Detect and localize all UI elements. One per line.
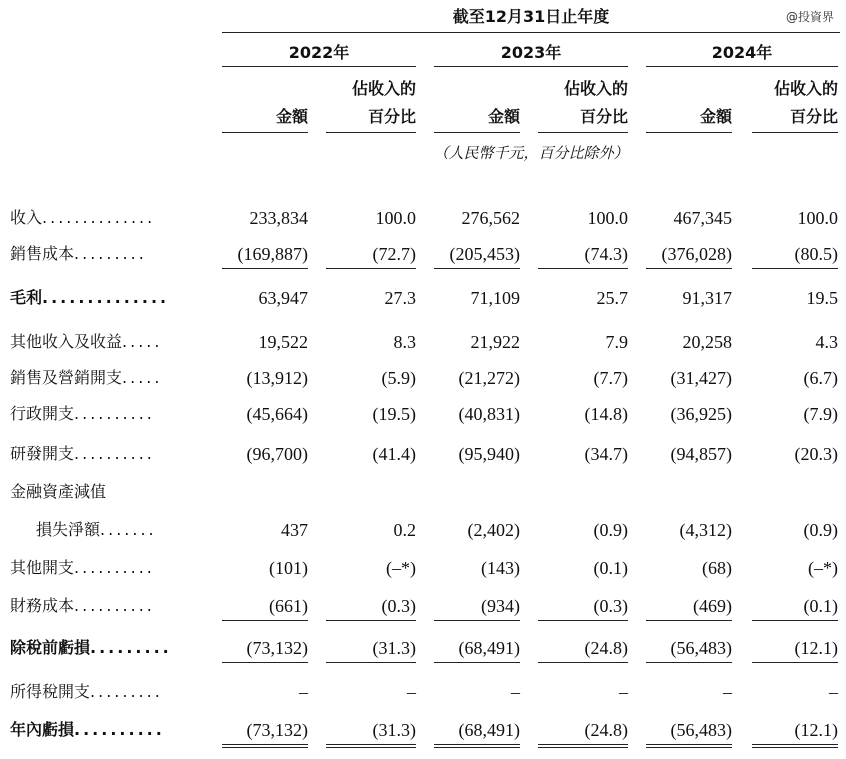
table-row — [0, 676, 846, 708]
subtotal-underline — [752, 620, 838, 621]
table-row — [0, 714, 846, 746]
total-double-underline — [752, 744, 838, 748]
percent-cell: (24.8) — [584, 720, 628, 740]
leader-dots: .......... — [74, 558, 155, 577]
percent-cell: (0.9) — [803, 520, 838, 540]
percent-cell: (19.5) — [372, 404, 416, 424]
year-2024-header: 2024年 — [711, 43, 773, 62]
row-label-text: 損失淨額 — [36, 520, 101, 539]
amount-cell: 276,562 — [461, 208, 520, 228]
percent-cell: (74.3) — [584, 244, 628, 264]
percent-cell: 8.3 — [393, 332, 416, 352]
amount-cell — [646, 480, 732, 504]
leader-dots: .......... — [74, 404, 155, 423]
row-label-text: 銷售及營銷開支 — [10, 368, 123, 387]
percent-cell: 7.9 — [605, 332, 628, 352]
amount-cell: (2,402) — [467, 520, 520, 540]
percent-cell: (0.3) — [593, 596, 628, 616]
amount-cell: (45,664) — [246, 404, 308, 424]
col-underline — [326, 132, 416, 133]
subtotal-underline — [538, 662, 628, 663]
leader-dots: ......... — [74, 244, 147, 263]
percent-cell: (0.1) — [803, 596, 838, 616]
amount-cell: (143) — [481, 558, 520, 578]
row-label — [10, 680, 210, 708]
total-double-underline — [434, 744, 520, 748]
amount-cell: 21,922 — [470, 332, 520, 352]
percent-cell: 100.0 — [797, 208, 838, 228]
percent-cell: (7.9) — [803, 404, 838, 424]
percent-cell: (–*) — [808, 558, 838, 578]
percent-cell: 0.2 — [393, 520, 416, 540]
percent-cell: 100.0 — [375, 208, 416, 228]
amount-cell: (36,925) — [670, 404, 732, 424]
row-label-text: 收入 — [10, 208, 43, 227]
pct-header-2022-line2: 百分比 — [367, 107, 416, 126]
row-label — [36, 518, 210, 546]
amount-cell: 233,834 — [249, 208, 308, 228]
total-double-underline — [326, 744, 416, 748]
row-label — [10, 442, 210, 470]
amount-cell: 91,317 — [682, 288, 732, 308]
total-double-underline — [222, 744, 308, 748]
percent-cell: (0.9) — [593, 520, 628, 540]
amount-cell: (40,831) — [458, 404, 520, 424]
row-label-text: 年內虧損 — [10, 720, 75, 739]
table-row — [0, 476, 846, 508]
row-label-text: 所得稅開支 — [10, 682, 91, 701]
amount-cell: (96,700) — [246, 444, 308, 464]
row-label — [10, 636, 210, 664]
row-label — [10, 480, 210, 508]
leader-dots: .......... — [74, 596, 155, 615]
row-label — [10, 718, 210, 746]
leader-dots: .......... — [74, 720, 165, 739]
percent-cell — [538, 480, 628, 504]
amount-cell: (169,887) — [237, 244, 308, 264]
amount-cell: (469) — [693, 596, 732, 616]
row-label-text: 銷售成本 — [10, 244, 75, 263]
total-double-underline — [646, 744, 732, 748]
subtotal-underline — [326, 268, 416, 269]
amount-cell — [434, 480, 520, 504]
row-label-text: 財務成本 — [10, 596, 75, 615]
percent-cell: 25.7 — [596, 288, 628, 308]
percent-cell: (31.3) — [372, 638, 416, 658]
year-2023-underline — [434, 66, 628, 67]
table-row — [0, 438, 846, 470]
leader-dots: ......... — [90, 638, 172, 657]
table-row — [0, 398, 846, 430]
amount-cell: 467,345 — [673, 208, 732, 228]
amount-cell — [222, 480, 308, 504]
row-label-text: 其他收入及收益 — [10, 332, 123, 351]
unit-note: （人民幣千元，百分比除外） — [433, 144, 629, 162]
period-header: 截至12月31日止年度 — [452, 7, 610, 26]
leader-dots: .............. — [42, 208, 156, 227]
amount-cell: (94,857) — [670, 444, 732, 464]
percent-cell: 27.3 — [384, 288, 416, 308]
row-label-text: 毛利 — [10, 288, 43, 307]
table-row — [0, 282, 846, 314]
table-row — [0, 514, 846, 546]
leader-dots: ......... — [90, 682, 163, 701]
percent-cell: (41.4) — [372, 444, 416, 464]
amount-cell: 71,109 — [470, 288, 520, 308]
row-label — [10, 286, 210, 314]
subtotal-underline — [434, 662, 520, 663]
percent-cell: (–*) — [386, 558, 416, 578]
row-label — [10, 330, 210, 358]
period-underline — [222, 32, 840, 33]
total-double-underline — [538, 744, 628, 748]
percent-cell: (14.8) — [584, 404, 628, 424]
pct-header-2023-line2: 百分比 — [579, 107, 628, 126]
percent-cell: 19.5 — [806, 288, 838, 308]
amount-header-2024: 金額 — [699, 107, 732, 126]
table-row — [0, 632, 846, 664]
percent-cell: 100.0 — [587, 208, 628, 228]
row-label-text: 金融資產減值 — [10, 482, 107, 501]
percent-cell: (12.1) — [794, 720, 838, 740]
percent-cell: – — [829, 682, 838, 702]
percent-cell: – — [619, 682, 628, 702]
amount-cell: 20,258 — [682, 332, 732, 352]
amount-cell: (661) — [269, 596, 308, 616]
subtotal-underline — [646, 268, 732, 269]
year-2023-header: 2023年 — [500, 43, 562, 62]
row-label-text: 除稅前虧損 — [10, 638, 91, 657]
percent-cell: (20.3) — [794, 444, 838, 464]
percent-cell: (0.1) — [593, 558, 628, 578]
subtotal-underline — [646, 662, 732, 663]
percent-cell: (24.8) — [584, 638, 628, 658]
amount-cell: (205,453) — [449, 244, 520, 264]
col-underline — [646, 132, 732, 133]
subtotal-underline — [646, 620, 732, 621]
percent-cell: (0.3) — [381, 596, 416, 616]
amount-header-2022: 金額 — [275, 107, 308, 126]
leader-dots: ..... — [122, 368, 163, 387]
amount-cell: (376,028) — [661, 244, 732, 264]
percent-cell: – — [407, 682, 416, 702]
amount-cell: (68) — [702, 558, 732, 578]
row-label — [10, 402, 210, 430]
subtotal-underline — [752, 268, 838, 269]
subtotal-underline — [434, 268, 520, 269]
subtotal-underline — [538, 268, 628, 269]
amount-cell: 19,522 — [258, 332, 308, 352]
col-underline — [434, 132, 520, 133]
subtotal-underline — [222, 620, 308, 621]
percent-cell: (5.9) — [381, 368, 416, 388]
amount-cell: (56,483) — [670, 720, 732, 740]
amount-cell: (31,427) — [670, 368, 732, 388]
col-underline — [538, 132, 628, 133]
pct-header-2024-line1: 佔收入的 — [773, 79, 838, 98]
amount-cell: 63,947 — [258, 288, 308, 308]
row-label — [10, 594, 210, 622]
subtotal-underline — [222, 662, 308, 663]
amount-cell: – — [723, 682, 732, 702]
row-label — [10, 556, 210, 584]
row-label — [10, 206, 210, 234]
amount-header-2023: 金額 — [487, 107, 520, 126]
percent-cell: (6.7) — [803, 368, 838, 388]
amount-cell: (95,940) — [458, 444, 520, 464]
table-row — [0, 362, 846, 394]
percent-cell — [326, 480, 416, 504]
amount-cell: (68,491) — [458, 720, 520, 740]
pct-header-2023-line1: 佔收入的 — [563, 79, 628, 98]
amount-cell: (101) — [269, 558, 308, 578]
watermark-text: @投資界 — [785, 10, 834, 24]
amount-cell: – — [511, 682, 520, 702]
row-label — [10, 366, 210, 394]
leader-dots: ....... — [100, 520, 157, 539]
leader-dots: .......... — [74, 444, 155, 463]
subtotal-underline — [222, 268, 308, 269]
col-underline — [222, 132, 308, 133]
table-row — [0, 552, 846, 584]
amount-cell: (73,132) — [246, 638, 308, 658]
table-row — [0, 202, 846, 234]
subtotal-underline — [752, 662, 838, 663]
subtotal-underline — [326, 662, 416, 663]
table-row — [0, 326, 846, 358]
year-2022-header: 2022年 — [288, 43, 350, 62]
table-row — [0, 238, 846, 270]
leader-dots: .............. — [42, 288, 170, 307]
amount-cell: 437 — [281, 520, 308, 540]
percent-cell: (72.7) — [372, 244, 416, 264]
subtotal-underline — [434, 620, 520, 621]
table-row — [0, 590, 846, 622]
pct-header-2022-line1: 佔收入的 — [351, 79, 416, 98]
amount-cell: (56,483) — [670, 638, 732, 658]
amount-cell: – — [299, 682, 308, 702]
year-2024-underline — [646, 66, 838, 67]
subtotal-underline — [538, 620, 628, 621]
percent-cell — [752, 480, 838, 504]
amount-cell: (68,491) — [458, 638, 520, 658]
percent-cell: (12.1) — [794, 638, 838, 658]
row-label — [10, 242, 210, 270]
percent-cell: (80.5) — [794, 244, 838, 264]
year-2022-underline — [222, 66, 416, 67]
col-underline — [752, 132, 838, 133]
row-label-text: 研發開支 — [10, 444, 75, 463]
percent-cell: (34.7) — [584, 444, 628, 464]
amount-cell: (934) — [481, 596, 520, 616]
amount-cell: (13,912) — [246, 368, 308, 388]
percent-cell: (7.7) — [593, 368, 628, 388]
row-label-text: 其他開支 — [10, 558, 75, 577]
percent-cell: 4.3 — [815, 332, 838, 352]
amount-cell: (73,132) — [246, 720, 308, 740]
leader-dots: ..... — [122, 332, 163, 351]
pct-header-2024-line2: 百分比 — [789, 107, 838, 126]
amount-cell: (21,272) — [458, 368, 520, 388]
amount-cell: (4,312) — [679, 520, 732, 540]
percent-cell: (31.3) — [372, 720, 416, 740]
subtotal-underline — [326, 620, 416, 621]
row-label-text: 行政開支 — [10, 404, 75, 423]
